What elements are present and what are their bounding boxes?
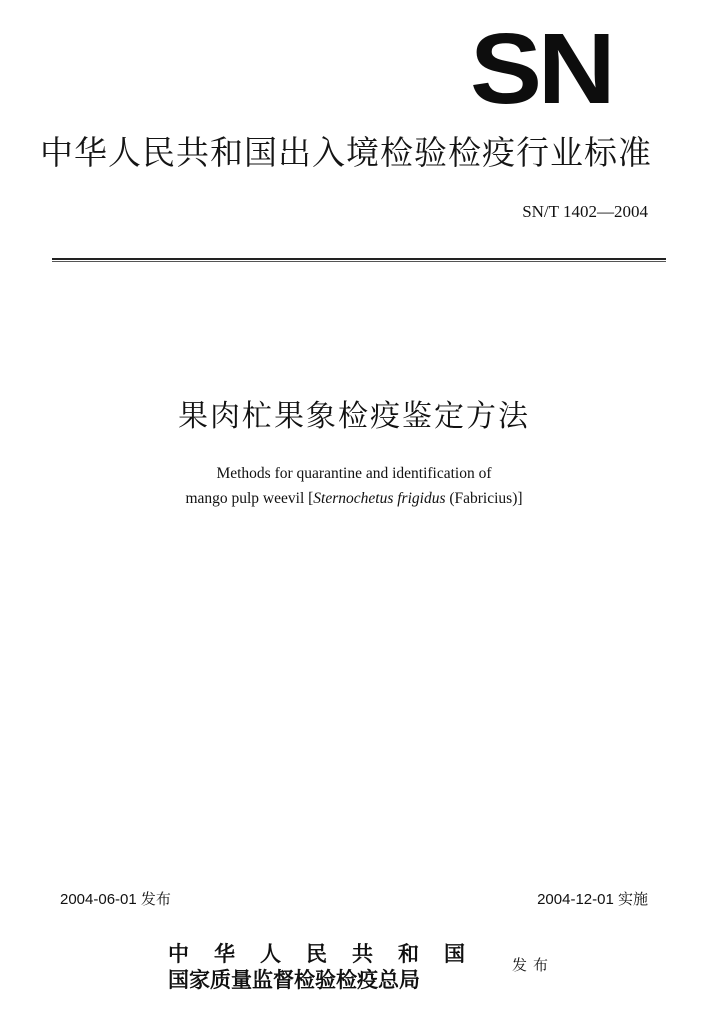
title-english-prefix: mango pulp weevil <box>185 490 309 507</box>
title-close-bracket: ] <box>517 490 523 507</box>
document-title-english-line2 <box>0 490 708 508</box>
header-divider <box>52 258 666 262</box>
implementation-date: 2004-12-01 实施 <box>537 891 648 908</box>
species-author: (Fabricius) <box>449 490 518 507</box>
issuer-line2: 国家质量监督检验检疫总局 <box>168 967 420 992</box>
standard-code: SN/T 1402—2004 <box>522 202 648 221</box>
issuing-authority <box>168 941 498 993</box>
organization-title: 中华人民共和国出入境检验检疫行业标准 <box>40 133 652 172</box>
publish-label: 发布 <box>512 956 555 974</box>
sn-logo: SN <box>470 13 612 125</box>
issue-date: 2004-06-01 发布 <box>60 891 171 908</box>
title-open-bracket: [ <box>308 490 314 507</box>
document-title-english-line1: Methods for quarantine and identification of <box>216 465 492 482</box>
issuer-line1: 中华人民共和国 <box>168 941 490 966</box>
document-title-chinese: 果肉杧果象检疫鉴定方法 <box>178 399 530 434</box>
species-name: Sternochetus frigidus <box>313 490 446 507</box>
